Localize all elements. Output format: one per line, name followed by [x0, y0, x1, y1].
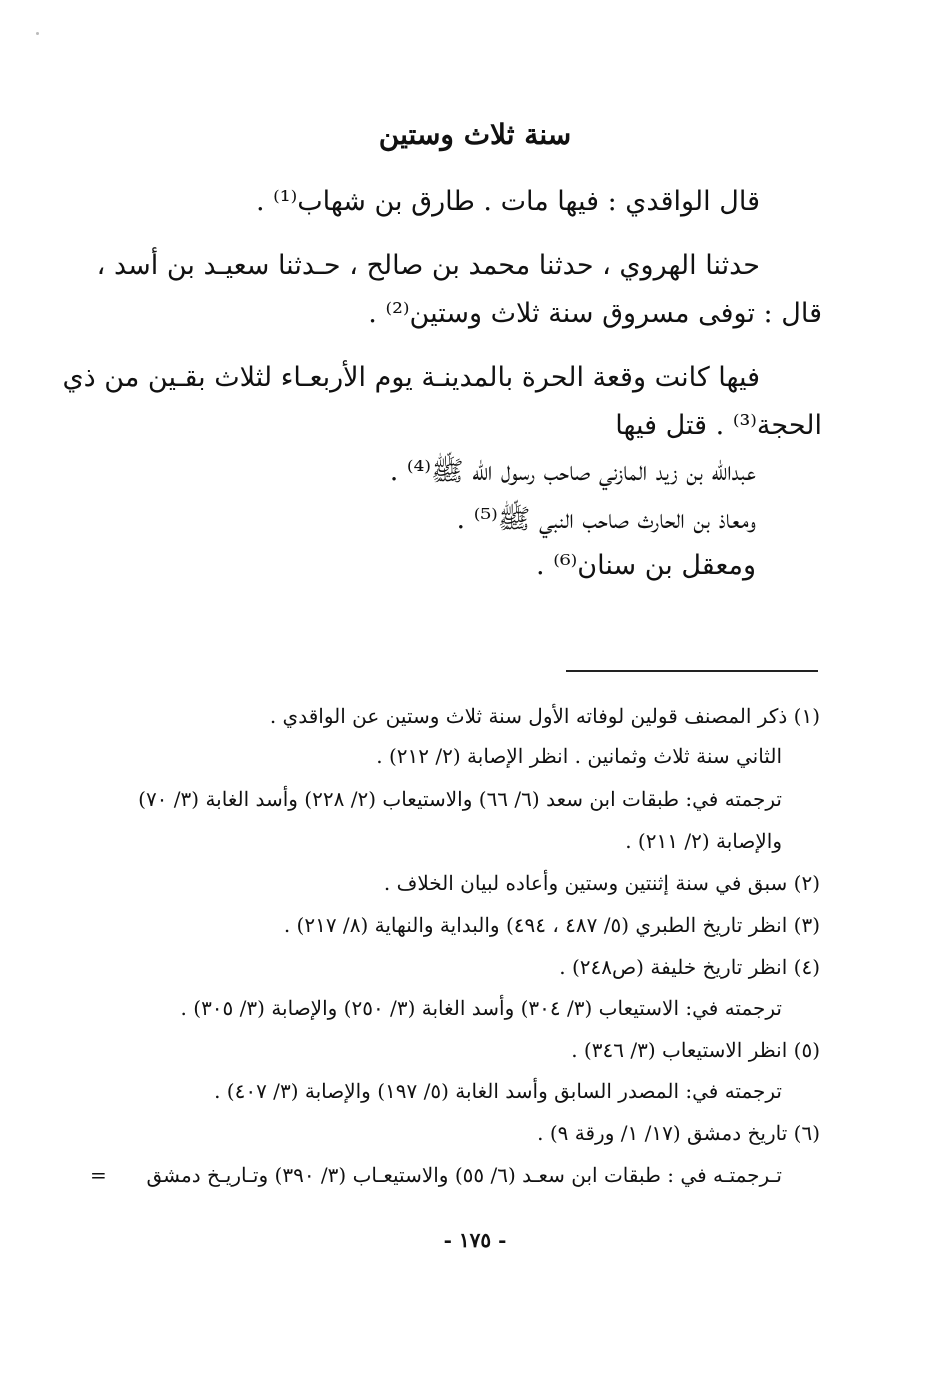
- footnote-line-5: (٢) سبق في سنة إثنتين وستين وأعاده لبيان الخلاف .: [383, 871, 820, 895]
- continuation-mark: =: [90, 1163, 107, 1187]
- footnote-line-6: (٣) انظر تاريخ الطبري (٥/ ٤٨٧ ، ٤٩٤) والبداية والنهاية (٨/ ٢١٧) .: [283, 913, 820, 937]
- footnote-line-2: الثاني سنة ثلاث وثمانين . انظر الإصابة (٢/ ٢١٢) .: [376, 744, 782, 768]
- body-line-4: فيها كانت وقعة الحرة بالمدينـة يوم الأربعـاء لثلاث بقـين من ذي: [62, 362, 760, 393]
- scan-speck: [36, 32, 39, 35]
- footnote-line-10: ترجمته في: المصدر السابق وأسد الغابة (٥/ ١٩٧) والإصابة (٣/ ٤٠٧) .: [214, 1079, 782, 1103]
- footnote-line-8: ترجمته في: الاستيعاب (٣/ ٣٠٤) وأسد الغابة (٣/ ٢٥٠) والإصابة (٣/ ٣٠٥) .: [180, 996, 782, 1020]
- footnote-line-12: تـرجمتـه في : طبقات ابن سعـد (٦/ ٥٥) والاستيعـاب (٣/ ٣٩٠) وتـاريـخ دمشق: [146, 1163, 782, 1187]
- body-line-5: الحجة⁽³⁾ . قتل فيها: [615, 410, 822, 441]
- body-line-6: عبدالله بن زيد المازني صاحب رسول الله ﷺ⁽⁴⁾ .: [389, 456, 756, 487]
- body-line-3: قال : توفى مسروق سنة ثلاث وستين⁽²⁾ .: [368, 298, 822, 329]
- footnote-line-1: (١) ذكر المصنف قولين لوفاته الأول سنة ثلاث وستين عن الواقدي .: [269, 704, 820, 728]
- page-number: - ١٧٥ -: [443, 1228, 507, 1252]
- footnote-line-4: والإصابة (٢/ ٢١١) .: [625, 829, 782, 853]
- footnote-line-3: ترجمته في: طبقات ابن سعد (٦/ ٦٦) والاستيعاب (٢/ ٢٢٨) وأسد الغابة (٣/ ٧٠): [138, 787, 782, 811]
- footnote-line-7: (٤) انظر تاريخ خليفة (ص٢٤٨) .: [559, 955, 820, 979]
- body-line-2: حدثنا الهروي ، حدثنا محمد بن صالح ، حـدثنا سعيـد بن أسد ،: [96, 250, 760, 281]
- footnote-separator: [566, 670, 818, 672]
- footnote-line-11: (٦) تاريخ دمشق (١٧/ ١/ ورقة ٩) .: [537, 1121, 820, 1145]
- body-line-1: قال الواقدي : فيها مات . طارق بن شهاب⁽¹⁾ .: [255, 186, 760, 217]
- footnote-line-9: (٥) انظر الاستيعاب (٣/ ٣٤٦) .: [571, 1038, 820, 1062]
- body-line-8: ومعقل بن سنان⁽⁶⁾ .: [536, 550, 756, 581]
- page-title: سنة ثلاث وستين: [378, 118, 572, 151]
- body-line-7: ومعاذ بن الحارث صاحب النبي ﷺ⁽⁵⁾ .: [456, 504, 756, 535]
